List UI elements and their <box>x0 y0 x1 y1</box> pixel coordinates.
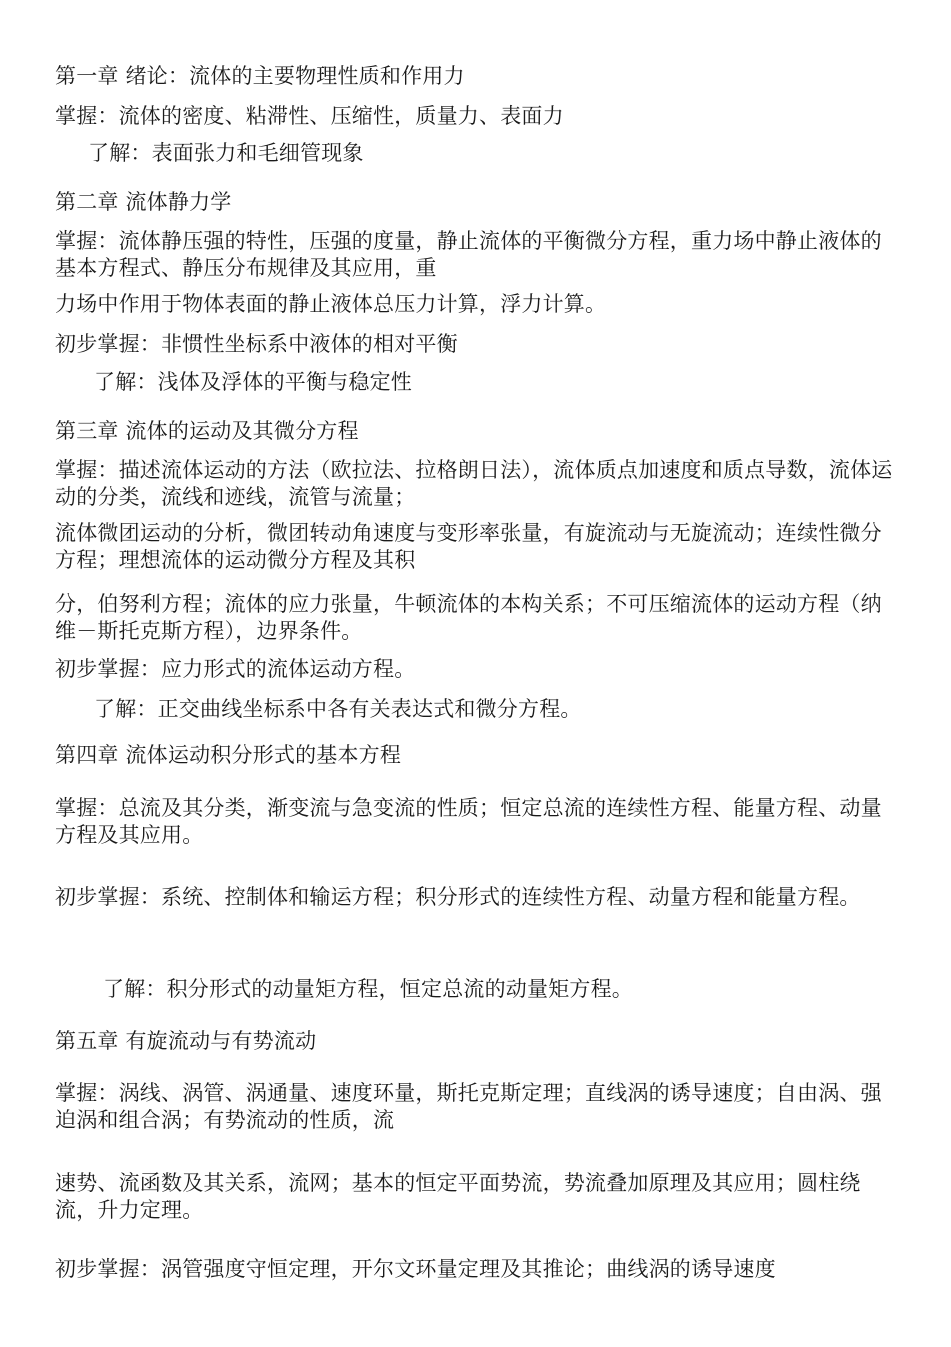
chapter-2-master-cont: 力场中作用于物体表面的静止液体总压力计算，浮力计算。 <box>55 292 607 316</box>
chapter-1-understand: 了解：表面张力和毛细管现象 <box>88 141 364 165</box>
chapter-3-master-cont-2: 分，伯努利方程；流体的应力张量，牛顿流体的本构关系；不可压缩流体的运动方程（纳维－斯托克斯方程），边界条件。 <box>55 592 882 643</box>
chapter-4-master: 掌握：总流及其分类，渐变流与急变流的性质；恒定总流的连续性方程、能量方程、动量方程及其应用。 <box>55 796 882 847</box>
chapter-2-preliminary: 初步掌握：非惯性坐标系中液体的相对平衡 <box>55 332 458 356</box>
chapter-4-preliminary: 初步掌握：系统、控制体和输运方程；积分形式的连续性方程、动量方程和能量方程。 <box>55 885 861 909</box>
chapter-5-master: 掌握：涡线、涡管、涡通量、速度环量，斯托克斯定理；直线涡的诱导速度；自由涡、强迫涡和组合涡；有势流动的性质，流 <box>55 1081 882 1132</box>
chapter-3-preliminary: 初步掌握：应力形式的流体运动方程。 <box>55 657 416 681</box>
chapter-2-understand: 了解：浅体及浮体的平衡与稳定性 <box>94 370 412 394</box>
chapter-1-heading: 第一章 绪论：流体的主要物理性质和作用力 <box>55 64 465 88</box>
chapter-3-heading: 第三章 流体的运动及其微分方程 <box>55 419 359 443</box>
chapter-4-understand: 了解：积分形式的动量矩方程，恒定总流的动量矩方程。 <box>103 977 633 1001</box>
chapter-5-master-cont: 速势、流函数及其关系，流网；基本的恒定平面势流，势流叠加原理及其应用；圆柱绕流，升力定理。 <box>55 1171 861 1222</box>
chapter-3-master-cont-1: 流体微团运动的分析，微团转动角速度与变形率张量，有旋流动与无旋流动；连续性微分方程；理想流体的运动微分方程及其积 <box>55 521 882 572</box>
chapter-2-master: 掌握：流体静压强的特性，压强的度量，静止流体的平衡微分方程，重力场中静止液体的基本方程式、静压分布规律及其应用，重 <box>55 229 882 280</box>
chapter-3-master: 掌握：描述流体运动的方法（欧拉法、拉格朗日法），流体质点加速度和质点导数，流体运动的分类，流线和迹线，流管与流量； <box>55 458 893 509</box>
chapter-4-heading: 第四章 流体运动积分形式的基本方程 <box>55 743 402 767</box>
chapter-5-heading: 第五章 有旋流动与有势流动 <box>55 1029 317 1053</box>
chapter-3-understand: 了解：正交曲线坐标系中各有关表达式和微分方程。 <box>94 697 582 721</box>
chapter-5-preliminary: 初步掌握：涡管强度守恒定理，开尔文环量定理及其推论；曲线涡的诱导速度 <box>55 1257 776 1281</box>
chapter-1-master: 掌握：流体的密度、粘滞性、压缩性，质量力、表面力 <box>55 104 564 128</box>
chapter-2-heading: 第二章 流体静力学 <box>55 190 232 214</box>
